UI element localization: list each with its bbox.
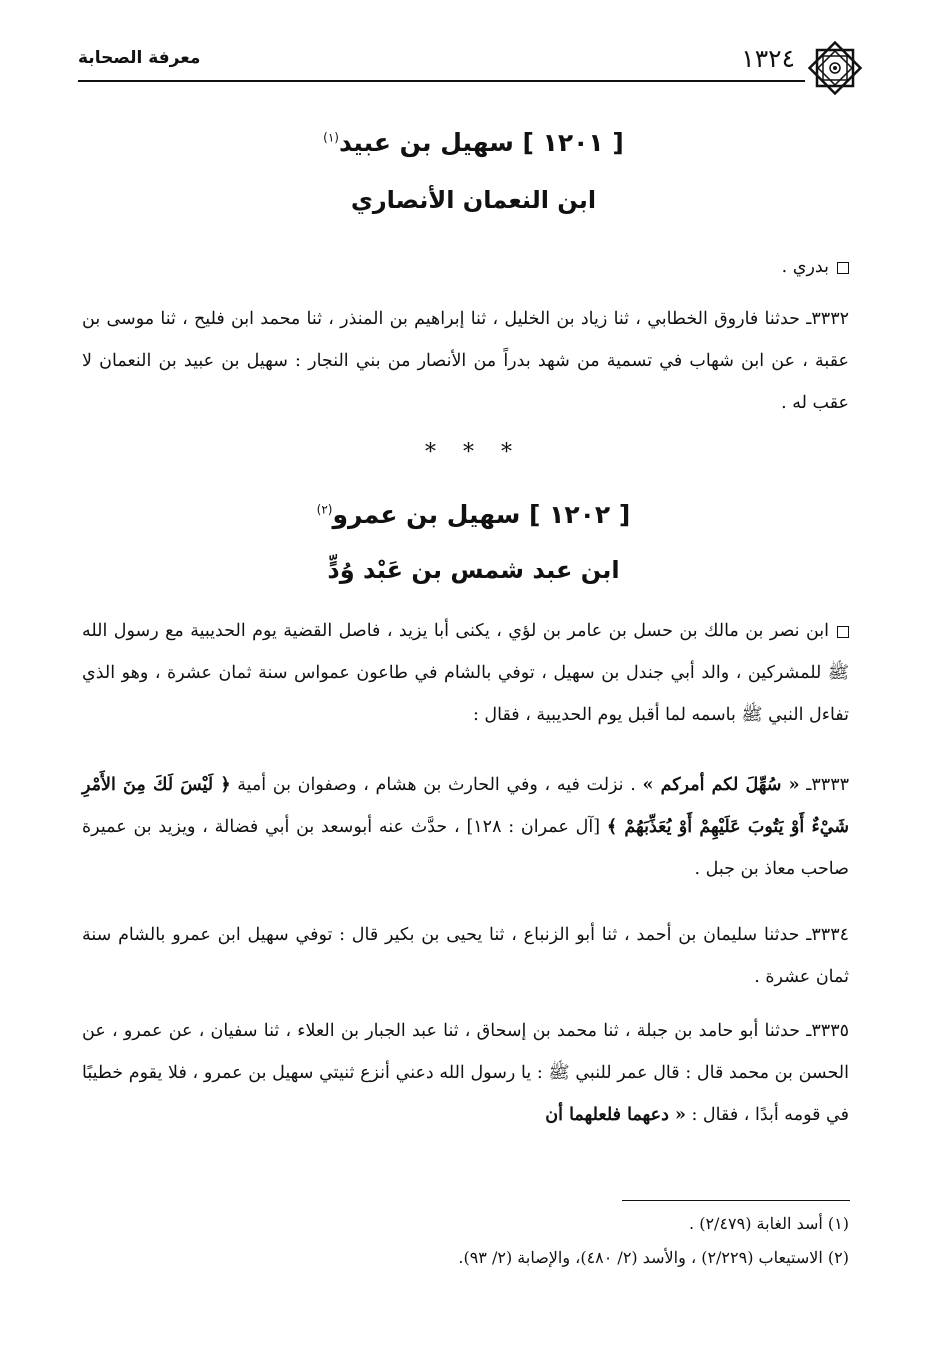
- intro-text: ابن نصر بن مالك بن حسل بن عامر بن لؤي ، يكنى أبا يزيد ، فاصل القضية يوم الحديبية مع رسول الله ﷺ للمشركين ، والد أبي جندل بن سهيل ، توفي بالشام في طاعون عمواس سنة ثمان عشرة ، وهو الذي تفاءل النبي ﷺ باسمه لما أقبل يوم الحديبية ، فقال :: [82, 621, 849, 725]
- hadith-text: . نزلت فيه ، وفي الحارث بن هشام ، وصفوان بن أمية: [237, 775, 636, 795]
- entry-title-1201: [0, 128, 947, 157]
- footnote-1: (١) أسد الغابة (٢/٤٧٩) .: [689, 1214, 849, 1233]
- entry-title-text: [ ١٢٠٢ ] سهيل بن عمرو: [332, 500, 631, 529]
- section-separator: * * *: [425, 440, 522, 465]
- footnote-ref: (٢): [316, 502, 333, 517]
- ornament-icon: [805, 38, 865, 98]
- hadith-text-end: [آل عمران : ١٢٨] ، حدَّث عنه أبوسعد بن أبي فضالة ، ويزيد بن عميرة صاحب معاذ بن جبل .: [82, 817, 849, 879]
- running-header: [78, 38, 865, 100]
- entry-title-text: [ ١٢٠١ ] سهيل بن عبيد: [338, 128, 624, 157]
- hadith-number: ٣٣٣٣ـ: [806, 775, 849, 795]
- header-rule: [78, 80, 805, 82]
- hadith-3334: ٣٣٣٤ـ حدثنا سليمان بن أحمد ، ثنا أبو الزنباع ، ثنا يحيى بن بكير قال : توفي سهيل ابن عمرو بالشام سنة ثمان عشرة .: [82, 925, 849, 987]
- prophetic-quote: « سُهِّلَ لكم أمركم »: [642, 775, 800, 795]
- entry-title-1202: [0, 500, 947, 529]
- hadith-3335: [82, 1010, 849, 1136]
- book-title: معرفة الصحابة: [78, 48, 201, 68]
- quran-verse: ﴿ لَيْسَ لَكَ مِنَ الأَمْرِ شَيْءٌ أَوْ يَتُوبَ عَلَيْهِمْ أَوْ يُعَذِّبَهُمْ ﴾: [82, 775, 849, 837]
- entry-subtitle-1201: ابن النعمان الأنصاري: [350, 186, 597, 214]
- intro-text: بدري .: [781, 257, 829, 277]
- entry-subtitle-1202: ابن عبد شمس بن عَبْد وُدٍّ: [327, 556, 620, 584]
- hadith-3332: ٣٣٣٢ـ حدثنا فاروق الخطابي ، ثنا زياد بن الخليل ، ثنا إبراهيم بن المنذر ، ثنا محمد ابن فليح ، ثنا موسى بن عقبة ، عن ابن شهاب في تسمية من شهد بدراً من الأنصار من بني النجار : سهيل بن عبيد بن النعمان لا عقب له .: [82, 309, 849, 413]
- prophetic-quote: « دعهما فلعلهما أن: [545, 1105, 686, 1125]
- square-marker-icon: [837, 262, 849, 274]
- square-marker-icon: [837, 626, 849, 638]
- entry-intro-1202: [82, 610, 849, 736]
- hadith-text: ٣٣٣٥ـ حدثنا أبو حامد بن جبلة ، ثنا محمد بن إسحاق ، ثنا عبد الجبار بن العلاء ، ثنا سفيان ، عن عمرو ، عن الحسن بن محمد قال : قال عمر للنبي ﷺ : يا رسول الله دعني أنزع ثنيتي سهيل بن عمرو ، فلا يقوم خطيبًا في قومه أبدًا ، فقال :: [82, 1021, 849, 1125]
- hadith-3333: [82, 764, 849, 890]
- page-number: ١٣٢٤: [741, 44, 795, 73]
- footnote-rule: [622, 1200, 850, 1201]
- entry-intro-1201: [82, 246, 849, 288]
- footnote-ref: (١): [323, 130, 339, 145]
- footnote-2: (٢) الاستيعاب (٢/٢٢٩) ، والأسد (٢/ ٤٨٠)، والإصابة (٢/ ٩٣).: [458, 1248, 849, 1267]
